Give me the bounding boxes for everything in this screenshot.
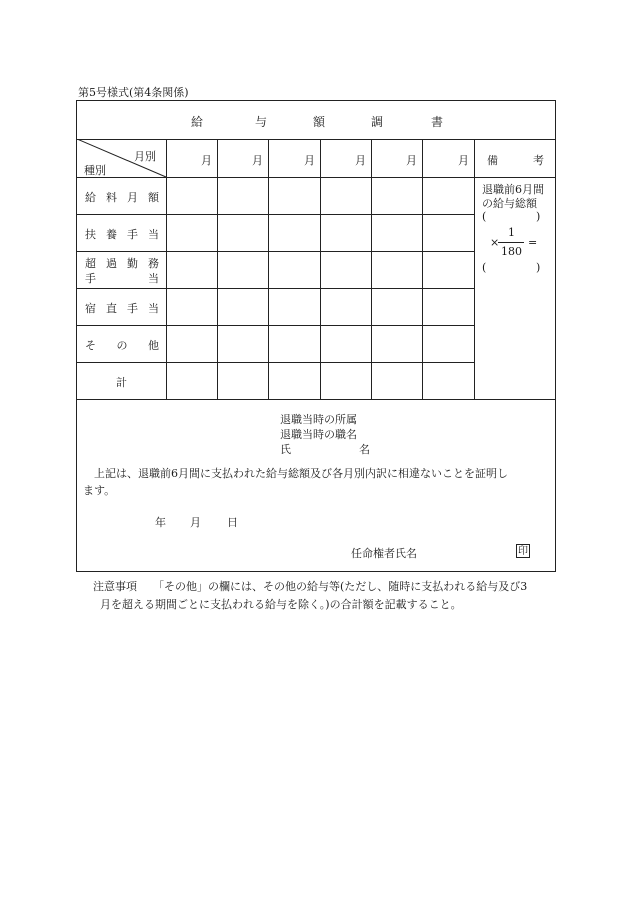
salary-statement-form	[76, 100, 556, 572]
title-char: 給	[191, 115, 204, 129]
kind-axis-label: 種別	[84, 164, 106, 177]
appointer-name-label: 任命権者氏名	[351, 547, 417, 560]
month-header: 月	[458, 154, 469, 167]
table-rule	[217, 139, 218, 399]
form-number-label: 第5号様式(第4条関係)	[78, 86, 189, 99]
month-header: 月	[355, 154, 366, 167]
remarks-times: ×	[490, 236, 500, 249]
row-label-overtime-line2: 手 当	[85, 272, 159, 285]
month-header: 月	[201, 154, 212, 167]
table-rule	[422, 139, 423, 399]
remarks-line: の給与総額	[482, 197, 537, 210]
month-axis-label: 月別	[134, 150, 156, 163]
table-rule	[320, 139, 321, 399]
title-char: 書	[431, 115, 444, 129]
table-rule	[77, 251, 474, 252]
row-label-total: 計	[116, 376, 127, 389]
month-header: 月	[252, 154, 263, 167]
remarks-line: 退職前6月間	[482, 183, 544, 196]
remarks-equals: =	[528, 236, 538, 249]
fraction-bar	[498, 242, 524, 243]
certification-text: ます。	[83, 484, 116, 497]
note-text: 月を超える期間ごとに支払われる給与を除く。)の合計額を記載すること。	[100, 598, 462, 611]
remarks-paren: )	[536, 261, 541, 274]
table-rule	[77, 399, 555, 400]
table-rule	[474, 139, 475, 399]
affiliation-line: 退職当時の所属	[280, 413, 357, 426]
row-label-base-salary: 給 料 月 額	[85, 191, 159, 204]
table-rule	[371, 139, 372, 399]
row-label-night-duty: 宿 直 手 当	[85, 302, 159, 315]
table-rule	[77, 362, 474, 363]
note-text: 「その他」の欄には、その他の給与等(ただし、随時に支払われる給与及び3	[153, 580, 528, 593]
remarks-denominator: 180	[501, 245, 522, 258]
position-line: 退職当時の職名	[280, 428, 357, 441]
table-rule	[77, 214, 474, 215]
row-label-overtime-line1: 超 過 勤 務	[85, 257, 159, 270]
form-title	[77, 101, 555, 140]
certification-text: 上記は、退職前6月間に支払われた給与総額及び各月別内訳に相違ないことを証明し	[94, 467, 508, 480]
date-month: 月	[190, 516, 201, 529]
month-header: 月	[406, 154, 417, 167]
remarks-paren: )	[536, 210, 541, 223]
table-rule	[77, 288, 474, 289]
row-label-dependent-allowance: 扶 養 手 当	[85, 228, 159, 241]
remarks-header: 考	[533, 154, 544, 167]
table-rule	[268, 139, 269, 399]
remarks-paren: (	[482, 210, 487, 223]
title-char: 与	[255, 115, 268, 129]
remarks-header: 備	[487, 154, 498, 167]
table-rule	[166, 139, 167, 399]
table-rule	[77, 325, 474, 326]
name-line: 氏 名	[280, 443, 370, 456]
date-year: 年	[155, 516, 166, 529]
title-char: 調	[371, 115, 384, 129]
remarks-paren: (	[482, 261, 487, 274]
date-day: 日	[227, 516, 238, 529]
note-label: 注意事項	[93, 580, 137, 593]
month-header: 月	[304, 154, 315, 167]
row-label-other: そ の 他	[85, 339, 159, 352]
remarks-numerator: 1	[508, 226, 515, 239]
seal-mark: 印	[518, 546, 528, 557]
title-char: 額	[313, 115, 326, 129]
